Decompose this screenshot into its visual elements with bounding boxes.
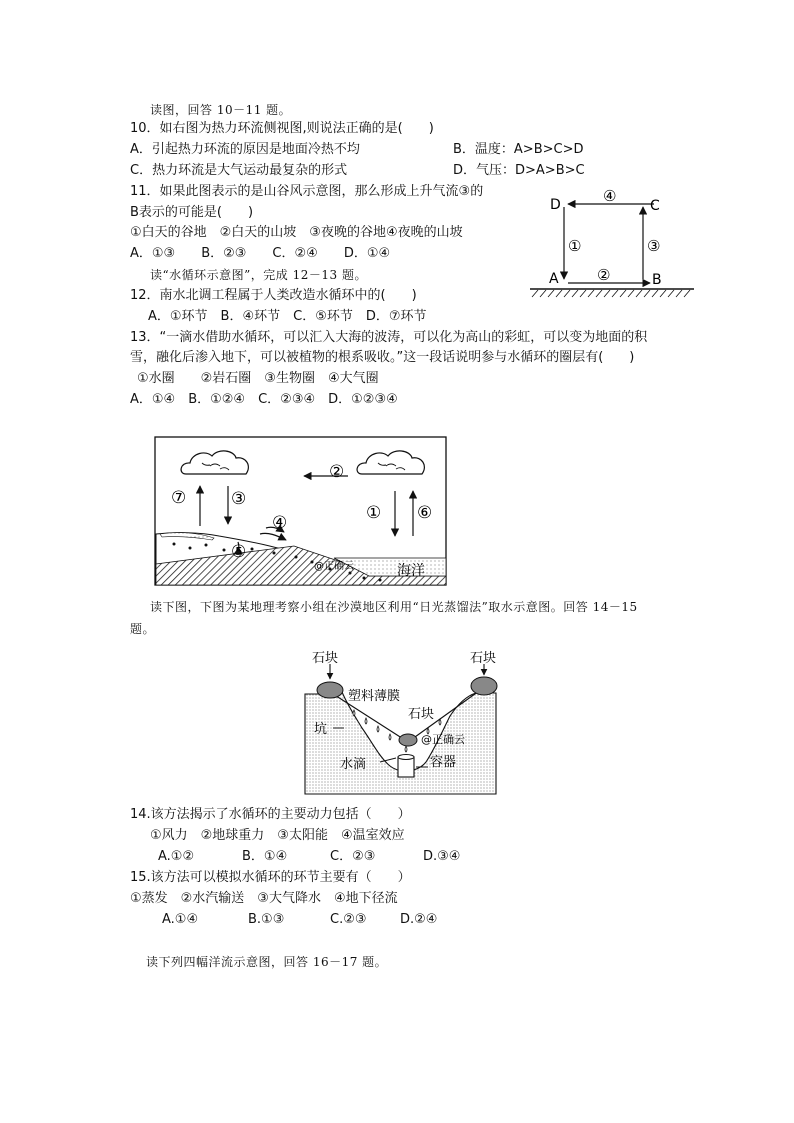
stone-center bbox=[399, 734, 417, 746]
q12-stem: 12．南水北调工程属于人类改造水循环中的( ) bbox=[130, 288, 417, 303]
q10-option-c: C．热力环流是大气运动最复杂的形式 bbox=[130, 163, 348, 178]
intro-10-11: 读图，回答 10－11 题。 bbox=[150, 103, 292, 117]
thermal-circulation-diagram bbox=[528, 185, 698, 307]
stone-right bbox=[471, 677, 497, 695]
q14-option-a: A.①② bbox=[158, 849, 195, 864]
q11-stem-line2: B表示的可能是( ) bbox=[130, 205, 254, 220]
q14-option-c: C．②③ bbox=[330, 849, 376, 864]
wc-label-4: ④ bbox=[272, 513, 288, 533]
intro-14-15-cont: 题。 bbox=[130, 622, 156, 636]
label-container: 容器 bbox=[430, 755, 457, 770]
wc-label-2: ② bbox=[329, 462, 345, 482]
label-pit: 坑 bbox=[314, 722, 328, 737]
label-stone-left: 石块 bbox=[312, 651, 339, 666]
label-c: C bbox=[650, 198, 660, 214]
intro-16-17: 读下列四幅洋流示意图，回答 16－17 题。 bbox=[146, 955, 388, 969]
q15-option-b: B.①③ bbox=[248, 912, 285, 927]
wc-label-7: ⑦ bbox=[171, 488, 187, 508]
q13-stem-line2: 雪，融化后渗入地下，可以被植物的根系吸收。”这一段话说明参与水循环的圈层有( ) bbox=[130, 350, 635, 365]
q11-items: ①白天的谷地 ②白天的山坡 ③夜晚的谷地④夜晚的山坡 bbox=[130, 225, 463, 240]
label-stone-center: 石块 bbox=[408, 707, 435, 722]
label-stone-right: 石块 bbox=[470, 651, 497, 666]
wc-label-1: ① bbox=[366, 503, 382, 523]
label-a: A bbox=[549, 271, 559, 287]
solar-watermark: @正确云 bbox=[421, 733, 465, 746]
label-3: ③ bbox=[647, 237, 661, 255]
q11-stem-line1: 11．如果此图表示的是山谷风示意图，那么形成上升气流③的 bbox=[130, 184, 484, 199]
q15-items: ①蒸发 ②水汽输送 ③大气降水 ④地下径流 bbox=[130, 891, 398, 906]
q14-items: ①风力 ②地球重力 ③太阳能 ④温室效应 bbox=[150, 828, 405, 843]
wc-ocean-label: 海洋 bbox=[397, 563, 425, 579]
wc-label-5: ⑤ bbox=[231, 542, 247, 562]
intro-12-13: 读“水循环示意图”，完成 12－13 题。 bbox=[150, 268, 367, 282]
q11-options: A．①③ B．②③ C．②④ D．①④ bbox=[130, 246, 391, 261]
q14-option-d: D.③④ bbox=[423, 849, 461, 864]
label-plastic-film: 塑料薄膜 bbox=[348, 689, 401, 704]
label-2: ② bbox=[597, 266, 611, 284]
q13-items: ①水圈 ②岩石圈 ③生物圈 ④大气圈 bbox=[137, 371, 379, 386]
wc-label-3: ③ bbox=[231, 489, 247, 509]
q14-option-b: B．①④ bbox=[242, 849, 288, 864]
solar-still-diagram bbox=[300, 646, 500, 796]
q10-option-d: D．气压：D>A>B>C bbox=[453, 163, 585, 178]
q10-option-a: A．引起热力环流的原因是地面冷热不均 bbox=[130, 142, 360, 157]
q15-option-a: A.①④ bbox=[162, 912, 199, 927]
label-d: D bbox=[550, 197, 561, 213]
q10-stem: 10．如右图为热力环流侧视图,则说法正确的是( ) bbox=[130, 121, 434, 136]
label-b: B bbox=[652, 272, 662, 288]
label-1: ① bbox=[568, 237, 582, 255]
wc-label-6: ⑥ bbox=[417, 503, 433, 523]
label-4: ④ bbox=[603, 187, 617, 205]
ground-hatching bbox=[532, 290, 690, 297]
water-cycle-diagram bbox=[154, 436, 448, 588]
stone-left bbox=[317, 682, 343, 698]
q12-options: A．①环节 B．④环节 C．⑤环节 D．⑦环节 bbox=[148, 309, 427, 324]
q15-option-c: C.②③ bbox=[330, 912, 367, 927]
intro-14-15: 读下图，下图为某地理考察小组在沙漠地区利用“日光蒸馏法”取水示意图。回答 14－15 bbox=[150, 600, 638, 614]
q15-option-d: D.②④ bbox=[400, 912, 438, 927]
label-water-drop: 水滴 bbox=[340, 757, 367, 772]
q15-stem: 15.该方法可以模拟水循环的环节主要有（ ） bbox=[130, 870, 411, 885]
q13-stem-line1: 13．“一滴水借助水循环，可以汇入大海的波涛，可以化为高山的彩虹，可以变为地面的积 bbox=[130, 330, 648, 345]
q10-option-b: B．温度：A>B>C>D bbox=[453, 142, 584, 157]
q13-options: A．①④ B．①②④ C．②③④ D．①②③④ bbox=[130, 392, 398, 407]
q14-stem: 14.该方法揭示了水循环的主要动力包括（ ） bbox=[130, 807, 411, 822]
wc-watermark: @正确云 bbox=[314, 561, 354, 572]
